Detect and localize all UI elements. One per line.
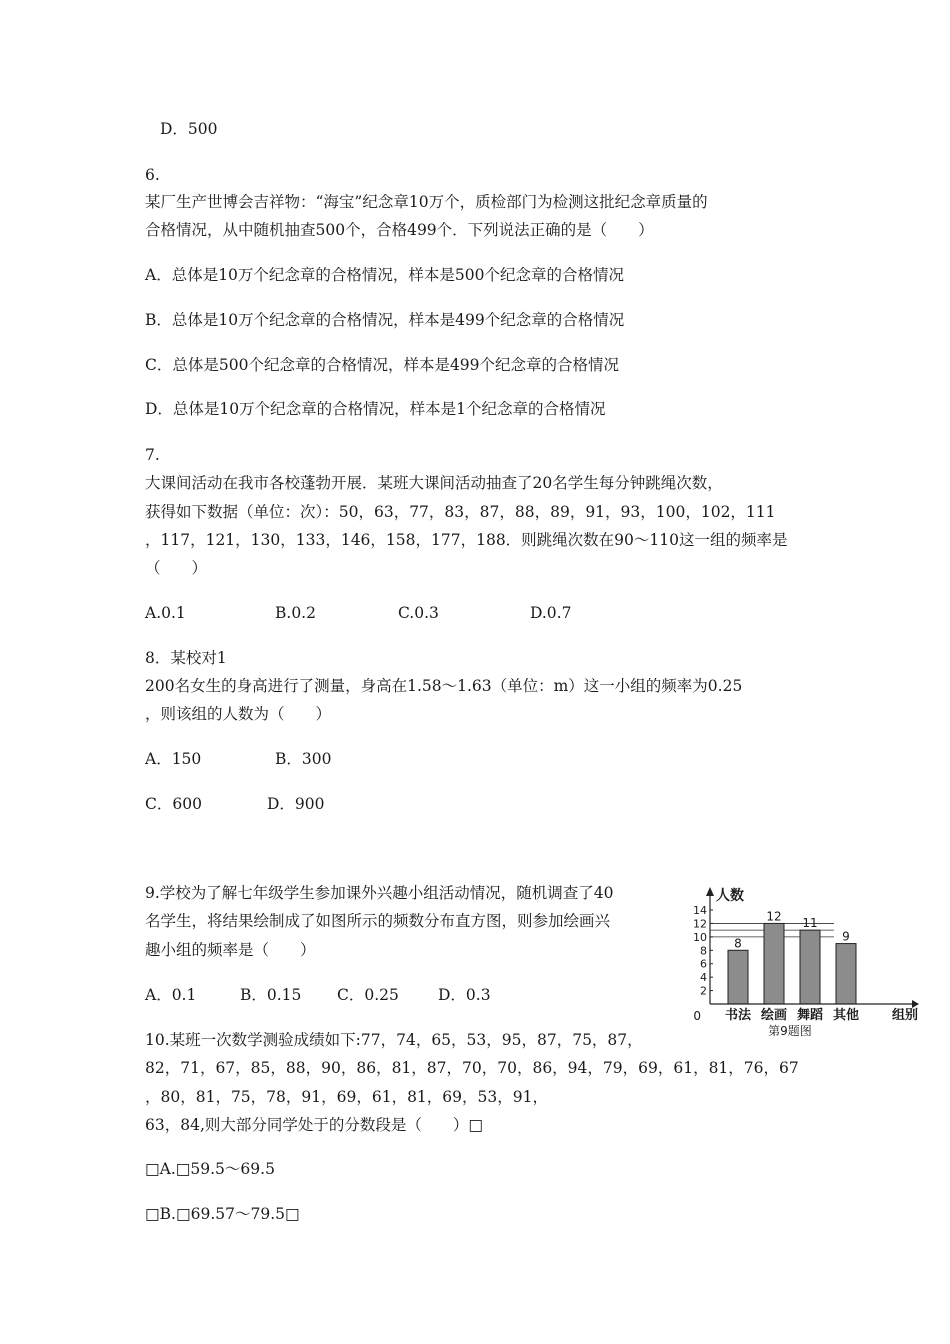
y-tick-label: 0	[693, 1009, 701, 1023]
q8-stem-line: ，则该组的人数为（ ）	[145, 705, 332, 723]
y-tick-label: 8	[700, 944, 707, 958]
q9-histogram	[686, 880, 926, 1050]
q10-stem-line: 10.某班一次数学测验成绩如下:77，74，65，53，95，87，75，87，	[145, 1031, 643, 1049]
q9-stem-line: 趣小组的频率是（ ）	[145, 941, 316, 959]
q10-stem-line: 63，84,则大部分同学处于的分数段是（ ）□	[145, 1116, 484, 1134]
category-label: 书法	[724, 1008, 752, 1023]
q9-option-c: C．0.25	[337, 986, 399, 1004]
q8-stem-line: 200名女生的身高进行了测量，身高在1.58～1.63（单位：m）这一小组的频率为0.25	[145, 677, 743, 695]
bar-绘画	[764, 923, 784, 1004]
bar-舞蹈	[800, 930, 820, 1004]
q8-option-b: B．300	[275, 750, 332, 768]
q7-option-c: C.0.3	[398, 604, 439, 622]
q7-option-a: A.0.1	[145, 604, 186, 622]
q6-option-b: B．总体是10万个纪念章的合格情况，样本是499个纪念章的合格情况	[145, 311, 625, 329]
q10-stem-line: 82，71，67，85，88，90，86，81，87，70，70，86，94，79，69，61，81，76，67	[145, 1059, 799, 1077]
q8-option-d: D．900	[267, 795, 325, 813]
y-tick-label: 10	[693, 930, 707, 944]
q6-stem-line: 合格情况，从中随机抽查500个，合格499个．下列说法正确的是（ ）	[145, 221, 654, 239]
q7-option-b: B.0.2	[275, 604, 316, 622]
q6-option-c: C．总体是500个纪念章的合格情况，样本是499个纪念章的合格情况	[145, 356, 620, 374]
x-axis-arrow	[912, 1000, 919, 1008]
chart-caption: 第9题图	[768, 1024, 812, 1038]
q7-option-d: D.0.7	[530, 604, 572, 622]
y-tick-label: 4	[700, 971, 707, 985]
q9-stem-line: 9.学校为了解七年级学生参加课外兴趣小组活动情况，随机调查了40	[145, 884, 614, 902]
q8-option-c: C．600	[145, 795, 202, 813]
q7-stem-line: （ ）	[145, 559, 208, 577]
y-tick-label: 14	[693, 904, 707, 917]
q7-stem-line: ，117，121，130，133，146，158，177，188．则跳绳次数在90～110这一组的频率是	[145, 531, 788, 549]
y-axis-arrow	[706, 887, 714, 896]
bar-其他	[836, 944, 856, 1004]
data-label: 12	[766, 909, 782, 924]
q9-option-a: A．0.1	[145, 986, 197, 1004]
q8-option-a: A．150	[145, 750, 202, 768]
q10-stem-line: ，80，81，75，78，91，69，61，81，69，53，91，	[145, 1088, 548, 1106]
y-tick-label: 2	[700, 984, 707, 998]
data-label: 11	[802, 916, 818, 931]
data-label: 9	[842, 929, 850, 944]
category-label: 其他	[832, 1008, 860, 1023]
q10-option-a: □A.□59.5～69.5	[145, 1160, 275, 1178]
q6-option-a: A．总体是10万个纪念章的合格情况，样本是500个纪念章的合格情况	[145, 266, 625, 284]
q9-option-b: B．0.15	[240, 986, 302, 1004]
category-label: 舞蹈	[796, 1008, 824, 1023]
q6-option-d: D．总体是10万个纪念章的合格情况，样本是1个纪念章的合格情况	[145, 400, 606, 418]
x-axis-title: 组别	[891, 1008, 918, 1023]
q8-stem-line: 8．某校对1	[145, 649, 227, 667]
q6-stem-line: 某厂生产世博会吉祥物：“海宝”纪念章10万个，质检部门为检测这批纪念章质量的	[145, 193, 708, 211]
q5-option-d: D．500	[160, 120, 218, 138]
q9-stem-line: 名学生，将结果绘制成了如图所示的频数分布直方图，则参加绘画兴	[145, 912, 611, 930]
bar-书法	[728, 950, 748, 1004]
q7-stem-line: 获得如下数据（单位：次）：50，63，77，83，87，88，89，91，93，100，102，111	[145, 503, 776, 521]
q7-number: 7.	[145, 446, 160, 464]
category-label: 绘画	[760, 1008, 788, 1023]
q10-option-b: □B.□69.57～79.5□	[145, 1205, 300, 1223]
data-label: 8	[734, 936, 742, 951]
y-axis-title: 人数	[716, 888, 744, 904]
q7-stem-line: 大课间活动在我市各校蓬勃开展．某班大课间活动抽查了20名学生每分钟跳绳次数，	[145, 474, 723, 492]
q9-option-d: D．0.3	[438, 986, 491, 1004]
y-tick-label: 12	[693, 917, 707, 931]
q6-number: 6.	[145, 166, 160, 184]
y-tick-label: 6	[700, 957, 707, 971]
